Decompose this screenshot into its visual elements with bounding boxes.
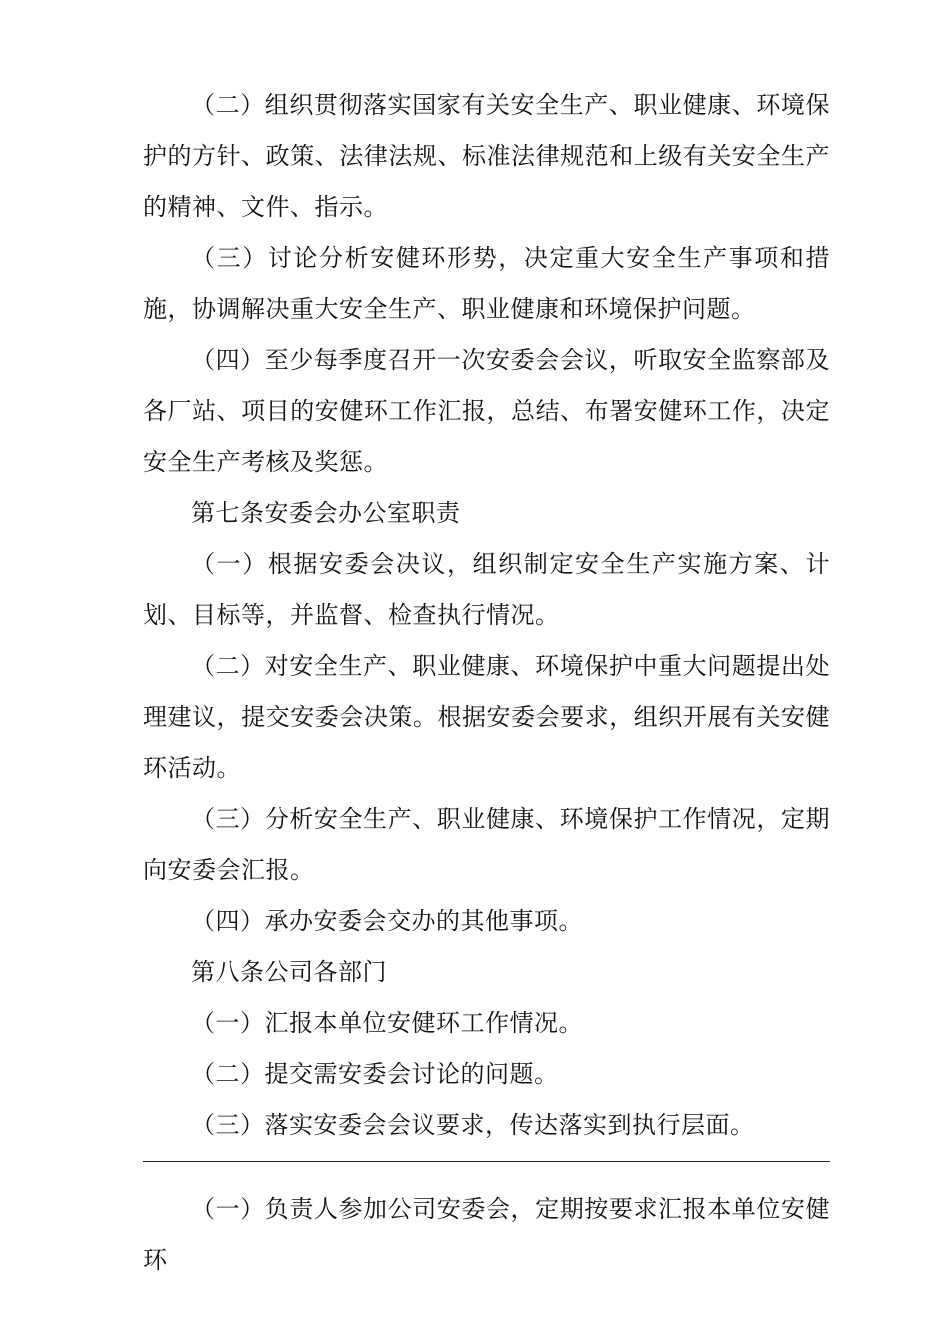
paragraph-item-2-section-6: （二）组织贯彻落实国家有关安全生产、职业健康、环境保护的方针、政策、法律法规、标准法律规范和上级有关安全生产的精神、文件、指示。 [143, 91, 830, 221]
paragraph-item-4-section-6: （四）至少每季度召开一次安委会会议，听取安全监察部及各厂站、项目的安健环工作汇报，总结、布署安健环工作，决定安全生产考核及奖惩。 [143, 346, 830, 476]
paragraph-item-2-section-8: （二）提交需安委会讨论的问题。 [191, 1060, 559, 1088]
section-divider [143, 1161, 830, 1162]
paragraph-item-2-section-7: （二）对安全生产、职业健康、环境保护中重大问题提出处理建议，提交安委会决策。根据安委会要求，组织开展有关安健环活动。 [143, 652, 830, 782]
paragraph-item-1-section-8: （一）汇报本单位安健环工作情况。 [191, 1009, 583, 1037]
paragraph-item-3-section-8: （三）落实安委会会议要求，传达落实到执行层面。 [191, 1111, 755, 1139]
paragraph-item-3-section-7: （三）分析安全生产、职业健康、环境保护工作情况，定期向安委会汇报。 [143, 805, 830, 884]
paragraph-item-1-section-7: （一）根据安委会决议，组织制定安全生产实施方案、计划、目标等，并监督、检查执行情况。 [143, 550, 830, 629]
paragraph-item-4-section-7: （四）承办安委会交办的其他事项。 [191, 907, 583, 935]
paragraph-item-1-next-section: （一）负责人参加公司安委会，定期按要求汇报本单位安健环 [143, 1195, 830, 1274]
article-8-heading: 第八条公司各部门 [191, 958, 387, 986]
document-page [143, 80, 830, 1286]
paragraph-item-3-section-6: （三）讨论分析安健环形势，决定重大安全生产事项和措施，协调解决重大安全生产、职业健康和环境保护问题。 [143, 244, 830, 323]
article-7-heading: 第七条安委会办公室职责 [191, 499, 461, 527]
